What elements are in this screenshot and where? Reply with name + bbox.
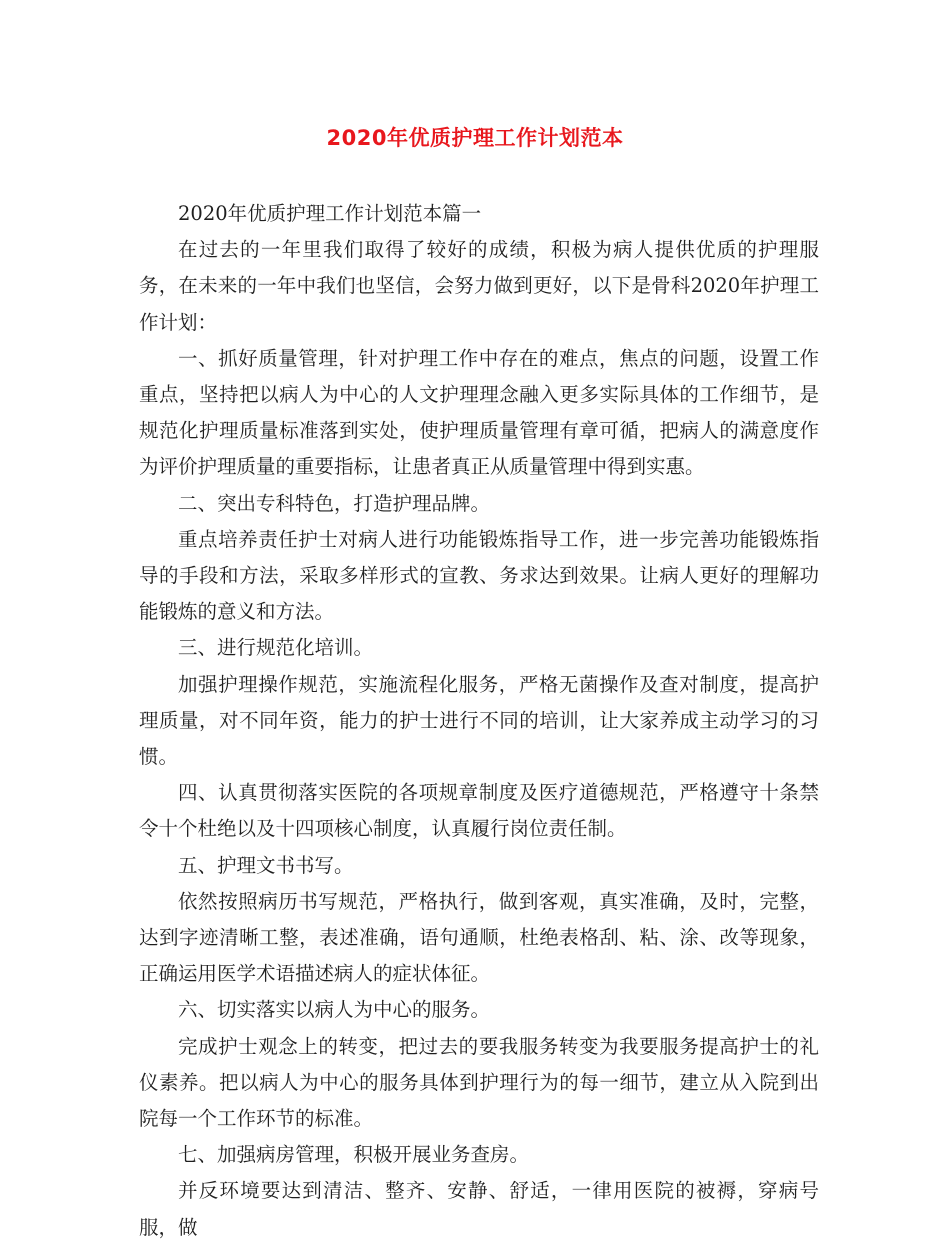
paragraph: 在过去的一年里我们取得了较好的成绩，积极为病人提供优质的护理服务，在未来的一年中我们也坚信，会努力做到更好，以下是骨科2020年护理工作计划： <box>139 238 819 334</box>
paragraph: 重点培养责任护士对病人进行功能锻炼指导工作，进一步完善功能锻炼指导的手段和方法，采取多样形式的宣教、务求达到效果。让病人更好的理解功能锻炼的意义和方法。 <box>139 527 819 624</box>
paragraph: 一、抓好质量管理，针对护理工作中存在的难点，焦点的问题，设置工作重点，坚持把以病人为中心的人文护理理念融入更多实际具体的工作细节，是规范化护理质量标准落到实处，使护理质量管理有章可循，把病人的满意度作为评价护理质量的重要指标，让患者真正从质量管理中得到实惠。 <box>139 346 819 479</box>
paragraph: 五、护理文书书写。 <box>178 853 354 877</box>
paragraph: 2020年优质护理工作计划范本篇一 <box>178 202 482 225</box>
paragraph: 依然按照病历书写规范，严格执行，做到客观，真实准确，及时，完整，达到字迹清晰工整，表述准确，语句通顺，杜绝表格刮、粘、涂、改等现象，正确运用医学术语描述病人的症状体征。 <box>139 889 819 986</box>
document-body <box>139 196 819 1246</box>
paragraph: 完成护士观念上的转变，把过去的要我服务转变为我要服务提高护士的礼仪素养。把以病人为中心的服务具体到护理行为的每一细节，建立从入院到出院每一个工作环节的标准。 <box>139 1034 819 1131</box>
paragraph: 加强护理操作规范，实施流程化服务，严格无菌操作及查对制度，提高护理质量，对不同年资，能力的护士进行不同的培训，让大家养成主动学习的习惯。 <box>139 672 819 769</box>
paragraph: 七、加强病房管理，积极开展业务查房。 <box>178 1143 530 1167</box>
paragraph: 二、突出专科特色，打造护理品牌。 <box>178 491 491 515</box>
paragraph: 并反环境要达到清洁、整齐、安静、舒适，一律用医院的被褥，穿病号服，做 <box>139 1179 819 1239</box>
document-title: 2020年优质护理工作计划范本 <box>326 126 624 150</box>
paragraph: 六、切实落实以病人为中心的服务。 <box>178 998 491 1022</box>
paragraph: 四、认真贯彻落实医院的各项规章制度及医疗道德规范，严格遵守十条禁令十个杜绝以及十四项核心制度，认真履行岗位责任制。 <box>139 781 819 841</box>
paragraph: 三、进行规范化培训。 <box>178 636 374 660</box>
